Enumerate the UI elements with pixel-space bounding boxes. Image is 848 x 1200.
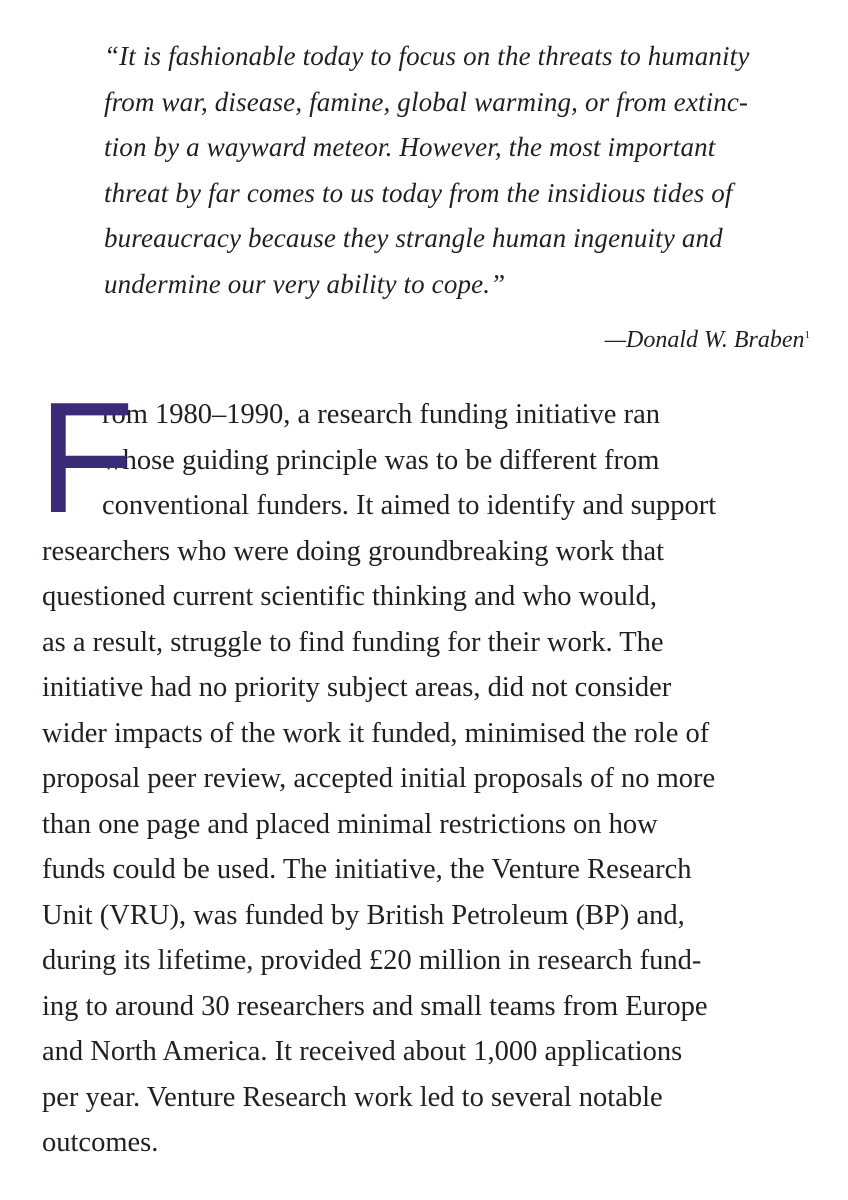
body-line: ing to around 30 researchers and small teams from Europe (42, 990, 708, 1022)
attribution-author: —Donald W. Braben (604, 327, 805, 353)
body-line: researchers who were doing groundbreaking work that (42, 535, 665, 567)
epigraph-line: from war, disease, famine, global warming, or from extinc- (104, 86, 749, 117)
epigraph-line: bureaucracy because they strangle human ingenuity and (104, 223, 723, 253)
body-line: funds could be used. The initiative, the Venture Research (42, 854, 692, 885)
body-line: outcomes. (42, 1127, 159, 1158)
body-line: Unit (VRU), was funded by British Petroleum (BP) and, (42, 899, 685, 931)
body-line: rom 1980–1990, a research funding initiative ran (102, 399, 660, 430)
epigraph-quote (104, 34, 820, 307)
body-line: and North America. It received about 1,000 applications (42, 1036, 683, 1067)
body-line: as a result, struggle to find funding for their work. The (42, 626, 664, 658)
body-line: questioned current scientific thinking and who would, (42, 581, 657, 612)
epigraph-line: “It is fashionable today to focus on the threats to humanity (104, 41, 750, 71)
body-line: proposal peer review, accepted initial proposals of no more (42, 763, 716, 794)
body-line: per year. Venture Research work led to several notable (42, 1081, 663, 1113)
drop-cap: F (38, 370, 135, 546)
body-line: than one page and placed minimal restrictions on how (42, 808, 658, 840)
body-line: conventional funders. It aimed to identify and support (102, 490, 717, 521)
body-line: during its lifetime, provided £20 million in research fund- (42, 945, 702, 976)
body-line: wider impacts of the work it funded, minimised the role of (42, 717, 710, 749)
epigraph-line: tion by a wayward meteor. However, the most important (104, 132, 716, 162)
epigraph-attribution (605, 322, 810, 358)
epigraph-line: undermine our very ability to cope.” (104, 268, 506, 299)
body-paragraph (38, 370, 822, 1166)
body-line: whose guiding principle was to be different from (102, 444, 660, 476)
footnote-marker[interactable]: 1 (804, 329, 810, 341)
epigraph-line: threat by far comes to us today from the insidious tides of (104, 177, 733, 208)
body-line: initiative had no priority subject areas, did not consider (42, 672, 672, 703)
